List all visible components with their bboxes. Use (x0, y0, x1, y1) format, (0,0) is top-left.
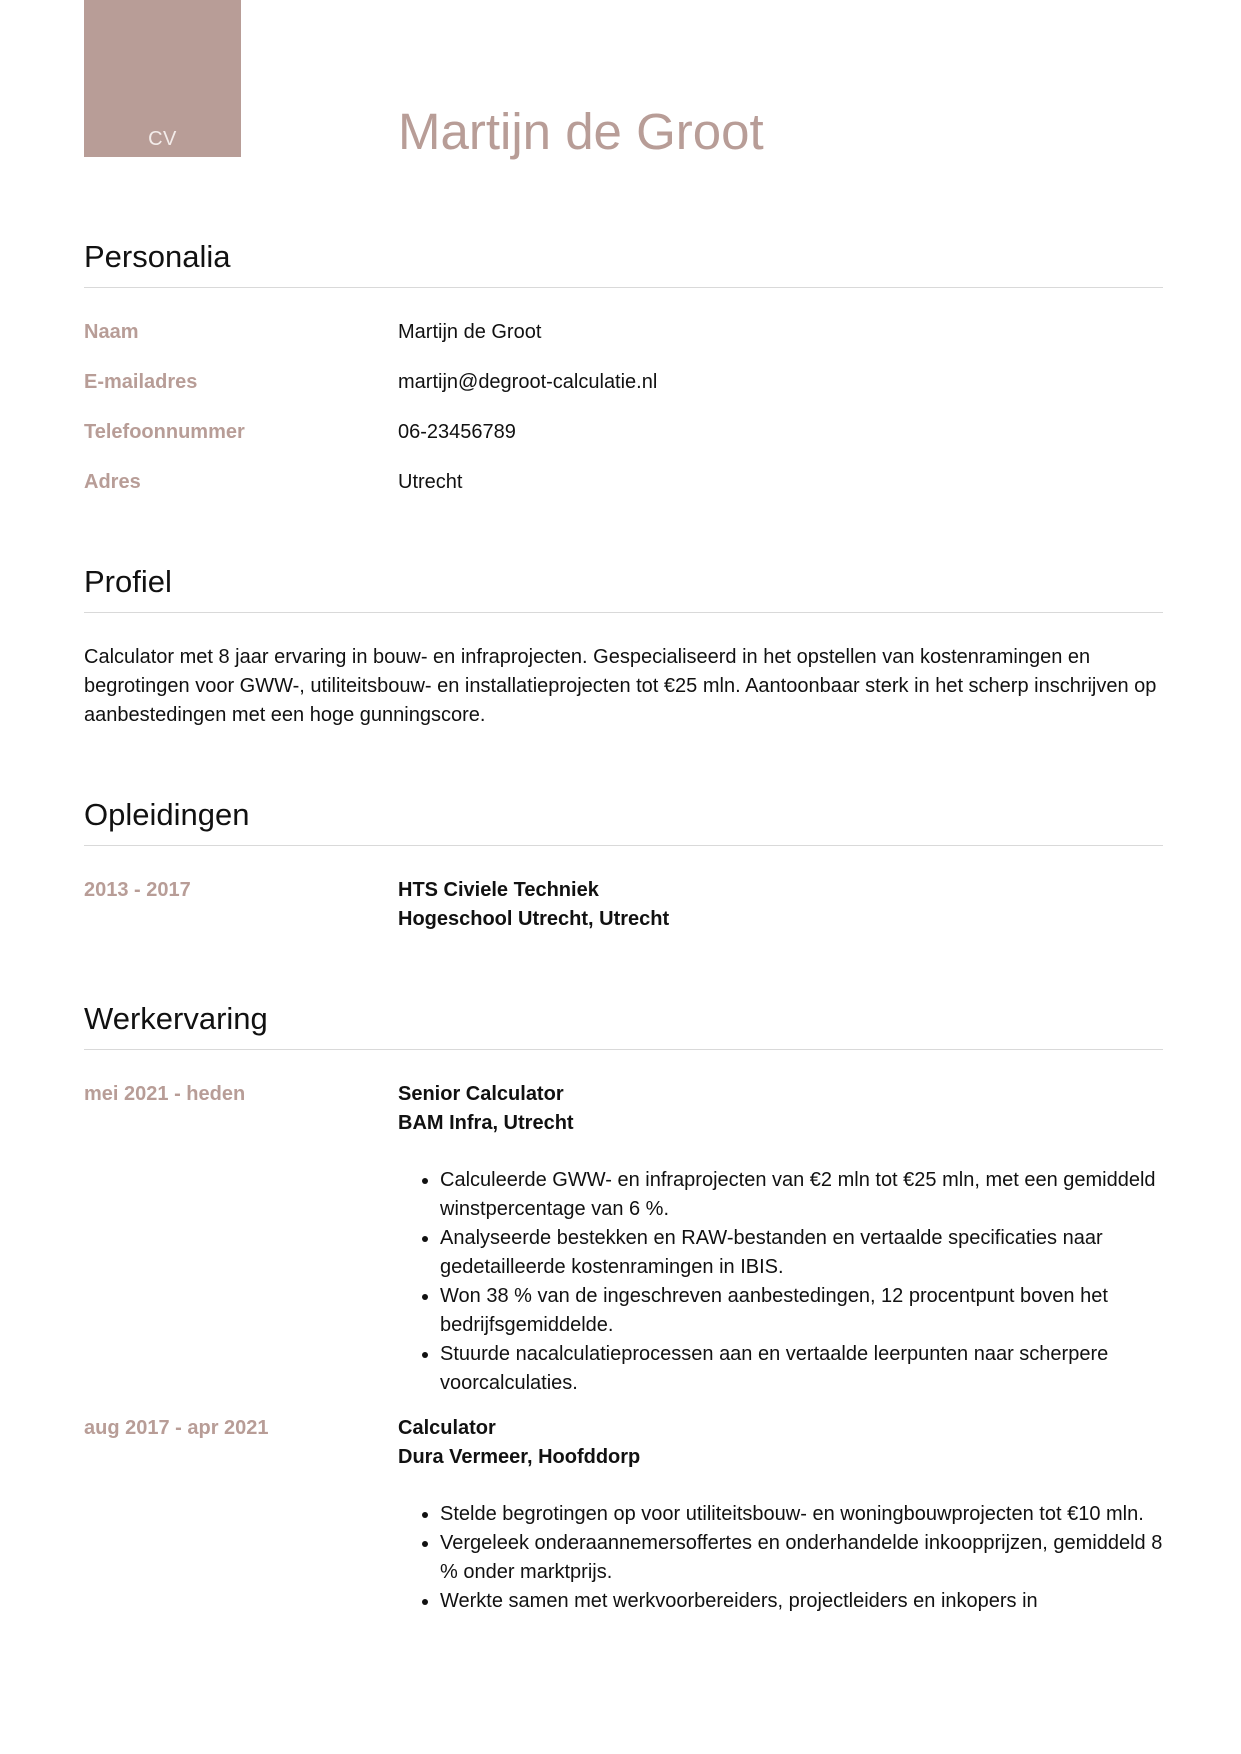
section-werkervaring (84, 1000, 1163, 1616)
work-bullets (398, 1166, 1163, 1398)
personal-row-adres (84, 468, 1163, 518)
field-value: martijn@degroot-calculatie.nl (398, 371, 658, 394)
field-label: Naam (84, 321, 139, 344)
work-employer: Dura Vermeer, Hoofddorp (398, 1446, 641, 1469)
field-value: Martijn de Groot (398, 321, 542, 344)
section-profiel (84, 563, 1163, 730)
work-entry (84, 1414, 1163, 1616)
page-title: Martijn de Groot (398, 103, 764, 160)
education-institution: Hogeschool Utrecht, Utrecht (398, 908, 670, 931)
profile-text: Calculator met 8 jaar ervaring in bouw- en infraprojecten. Gespecialiseerd in het opstellen van kostenramingen en begrotingen voor GWW-, utiliteitsbouw- en installatieprojecten tot €25 mln. Aantoonbaar sterk in het scherp inschrijven op aanbestedingen met een hoge gunningscore. (84, 646, 1157, 727)
list-item: • Calculeerde GWW- en infraprojecten van €2 mln tot €25 mln, met een gemiddeld winstpercentage van 6 %. (440, 1166, 1163, 1224)
list-item: • Analyseerde bestekken en RAW-bestanden en vertaalde specificaties naar gedetailleerde kostenramingen in IBIS. (440, 1224, 1163, 1282)
work-period: mei 2021 - heden (84, 1083, 246, 1106)
list-item: • Vergeleek onderaannemersoffertes en onderhandelde inkoopprijzen, gemiddeld 8 % onder marktprijs. (440, 1529, 1163, 1587)
education-period: 2013 - 2017 (84, 879, 191, 902)
personal-row-telefoon (84, 418, 1163, 468)
section-opleidingen (84, 796, 1163, 934)
list-item: • Werkte samen met werkvoorbereiders, projectleiders en inkopers in (440, 1587, 1163, 1616)
field-value: Utrecht (398, 471, 463, 494)
personal-row-naam (84, 318, 1163, 368)
section-personalia (84, 238, 1163, 518)
section-heading-opleidingen: Opleidingen (84, 796, 1163, 846)
list-item: • Stuurde nacalculatieprocessen aan en vertaalde leerpunten naar scherpere voorcalculaties. (440, 1340, 1163, 1398)
work-entry (84, 1080, 1163, 1398)
field-value: 06-23456789 (398, 421, 516, 444)
work-employer: BAM Infra, Utrecht (398, 1112, 574, 1135)
education-title: HTS Civiele Techniek (398, 879, 599, 902)
section-heading-profiel: Profiel (84, 563, 1163, 613)
work-title: Senior Calculator (398, 1083, 564, 1106)
section-heading-personalia: Personalia (84, 238, 1163, 288)
work-title: Calculator (398, 1417, 496, 1440)
personal-row-email (84, 368, 1163, 418)
field-label: Adres (84, 471, 141, 494)
cv-badge (84, 0, 241, 157)
work-period: aug 2017 - apr 2021 (84, 1417, 269, 1440)
work-bullets (398, 1500, 1163, 1616)
field-label: E-mailadres (84, 371, 198, 394)
section-heading-werkervaring: Werkervaring (84, 1000, 1163, 1050)
field-label: Telefoonnummer (84, 421, 245, 444)
education-entry (84, 876, 1163, 934)
list-item: • Won 38 % van de ingeschreven aanbestedingen, 12 procentpunt boven het bedrijfsgemiddelde. (440, 1282, 1163, 1340)
list-item: • Stelde begrotingen op voor utiliteitsbouw- en woningbouwprojecten tot €10 mln. (440, 1500, 1163, 1529)
cv-badge-label: CV (148, 128, 177, 150)
